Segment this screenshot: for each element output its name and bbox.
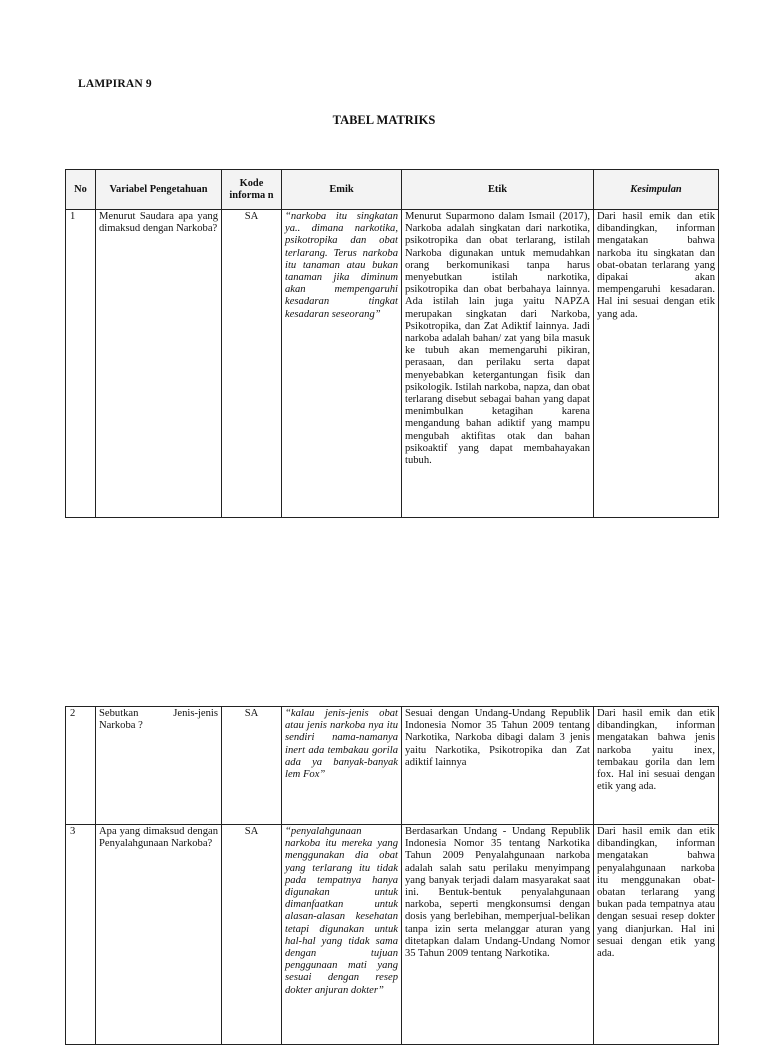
header-no: No bbox=[66, 170, 96, 210]
header-variabel: Variabel Pengetahuan bbox=[96, 170, 222, 210]
etik-cell: Berdasarkan Undang - Undang Republik Indonesia Nomor 35 tentang Narkotika Tahun 2009 Penyalahgunaan narkoba adalah salah satu perilaku menyimpang yang banyak terjadi dalam masyarakat saat ini. Bentuk-bentuk penyalahgunaan narkoba, seperti mengkonsumsi dengan dosis yang berlebihan, memperjual-belikan tanpa izin serta melanggar aturan yang ditetapkan dalam Undang-Undang Nomor 35 Tahun 2009 tentang Narkotika. bbox=[402, 825, 594, 1045]
question-cell: Apa yang dimaksud dengan Penyalahgunaan Narkoba? bbox=[96, 825, 222, 1045]
etik-cell: Menurut Suparmono dalam Ismail (2017), Narkoba adalah singkatan dari narkotika, psikotropika dan obat terlarang, istilah Narkoba digunakan untuk memudahkan orang berkomunikasi tanpa harus menyebutkan istilah narkotika, psikotropika dan obat berbahaya lainnya. Ada istilah lain juga yaitu NAPZA merupakan singkatan dari Narkoba, Psikotropika, dan Zat Adiktif lainnya. Jadi narkoba adalah bahan/ zat yang bila masuk ke tubuh akan memengaruhi pikiran, perasaan, dan perilaku serta dapat menyebabkan ketergantungan fisik dan psikologik. Istilah narkoba, napza, dan obat terlarang disebut sebagai bahan yang dapat menimbulkan ketagihan karena mengandung bahan adiktif yang mampu mengubah aktifitas otak dan bahan psikoaktif yang dapat membahayakan tubuh. bbox=[402, 210, 594, 518]
emik-cell: “kalau jenis-jenis obat atau jenis narkoba nya itu sendiri nama-namanya inert ada tembakau gorila ada ya banyak-banyak lem Fox” bbox=[282, 707, 402, 825]
page-title: TABEL MATRIKS bbox=[332, 113, 436, 127]
table-row bbox=[66, 707, 719, 825]
informant-code-cell: SA bbox=[222, 707, 282, 825]
table-header-row bbox=[66, 170, 719, 210]
header-kode: Kode informa n bbox=[222, 170, 282, 210]
conclusion-cell: Dari hasil emik dan etik dibandingkan, informan mengatakan bahwa jenis narkoba yaitu inex, tembakau gorila dan lem fox. Hal ini sesuai dengan etik yang ada. bbox=[594, 707, 719, 825]
row-number: 3 bbox=[66, 825, 96, 1045]
appendix-label: LAMPIRAN 9 bbox=[78, 78, 152, 90]
matrix-table-page-2 bbox=[65, 706, 719, 1045]
header-etik: Etik bbox=[402, 170, 594, 210]
header-emik: Emik bbox=[282, 170, 402, 210]
question-cell: Menurut Saudara apa yang dimaksud dengan Narkoba? bbox=[96, 210, 222, 518]
table-row bbox=[66, 825, 719, 1045]
header-kesimpulan: Kesimpulan bbox=[594, 170, 719, 210]
row-number: 2 bbox=[66, 707, 96, 825]
emik-cell: “narkoba itu singkatan ya.. dimana narkotika, psikotropika dan obat terlarang. Terus narkoba itu tanaman atau bukan tanaman jika diminum akan mempengaruhi kesadaran tingkat kesadaran seseorang” bbox=[282, 210, 402, 518]
emik-cell: “penyalahgunaan narkoba itu mereka yang menggunakan dia obat yang terlarang itu tidak pada tempatnya hanya digunakan untuk dimanfaatkan untuk alasan-alasan kesehatan tetapi digunakan untuk hal-hal yang tidak sama dengan tujuan penggunaan mati yang sesuai dengan resep dokter anjuran dokter” bbox=[282, 825, 402, 1045]
conclusion-cell: Dari hasil emik dan etik dibandingkan, informan mengatakan bahwa narkoba itu singkatan dan obat-obatan terlarang yang dipakai akan mempengaruhi kesadaran. Hal ini sesuai dengan etik yang ada. bbox=[594, 210, 719, 518]
conclusion-cell: Dari hasil emik dan etik dibandingkan, informan mengatakan bahwa penyalahgunaan narkoba itu menggunakan obat-obatan terlarang yang bukan pada tempatnya atau dengan sesuai resep dokter yang dianjurkan. Hal ini sesuai dengan etik yang ada. bbox=[594, 825, 719, 1045]
informant-code-cell: SA bbox=[222, 825, 282, 1045]
etik-cell: Sesuai dengan Undang-Undang Republik Indonesia Nomor 35 Tahun 2009 tentang Narkotika, Narkoba dibagi dalam 3 jenis yaitu Narkotika, Psikotropika dan Zat adiktif lainnya bbox=[402, 707, 594, 825]
matrix-table-page-1 bbox=[65, 169, 719, 518]
table-row bbox=[66, 210, 719, 518]
question-cell: Sebutkan Jenis-jenis Narkoba ? bbox=[96, 707, 222, 825]
row-number: 1 bbox=[66, 210, 96, 518]
informant-code-cell: SA bbox=[222, 210, 282, 518]
